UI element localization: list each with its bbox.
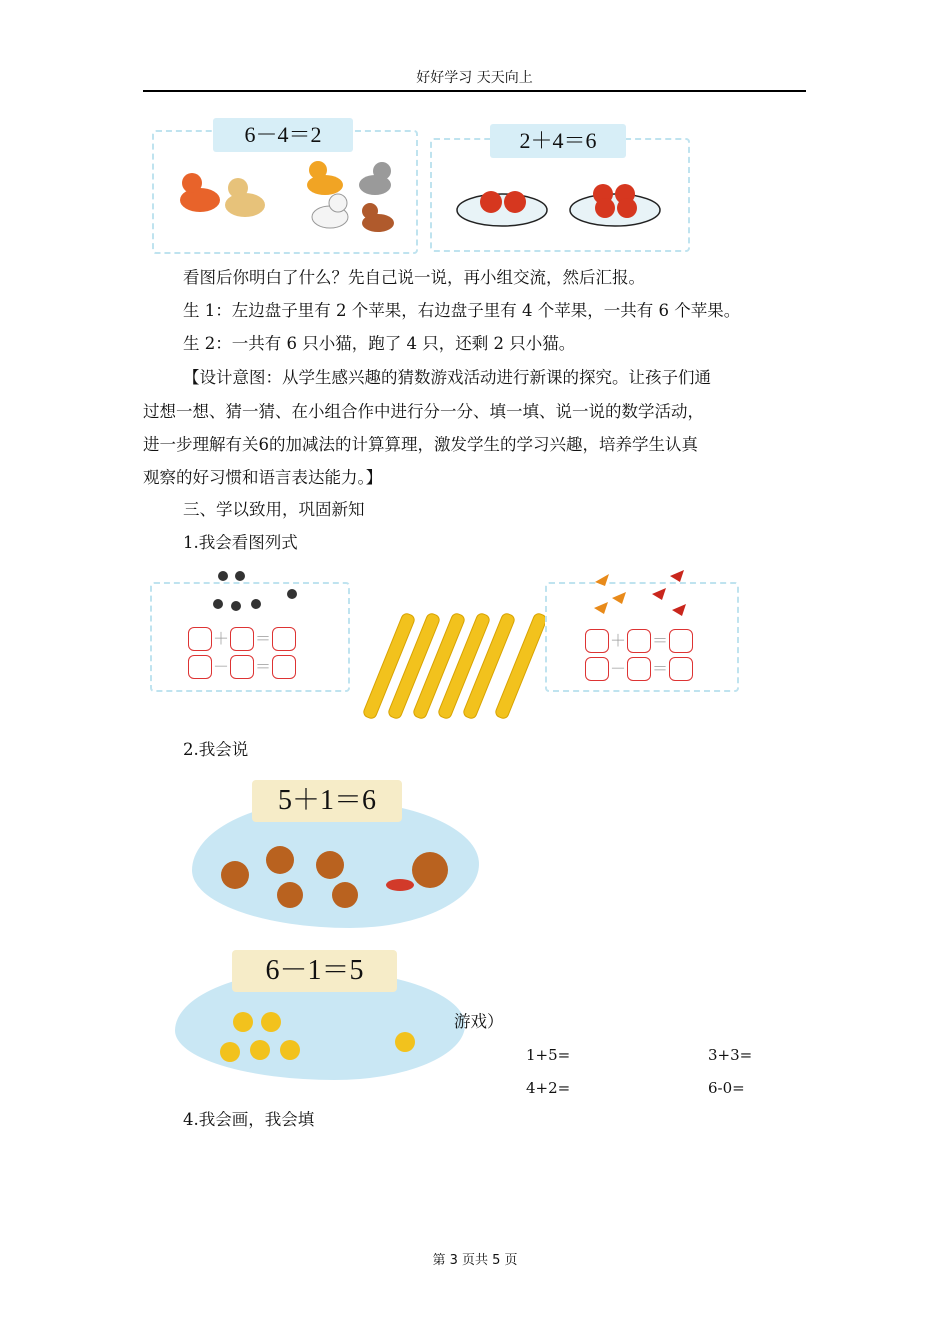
answer-box[interactable] xyxy=(669,629,693,653)
ant-icon xyxy=(218,571,228,581)
page-header: 好好学习 天天向上 xyxy=(143,68,806,92)
section-heading: 三、学以致用，巩固新知 xyxy=(183,500,365,519)
bird-icon xyxy=(612,592,626,604)
ducklings-illustration xyxy=(215,1010,425,1080)
apples-equation: 2＋4＝6 xyxy=(490,124,626,158)
bird-icon xyxy=(594,602,608,614)
bird-icon xyxy=(595,574,609,586)
cat-icon xyxy=(225,178,265,217)
duckling-icon xyxy=(233,1012,253,1032)
apple-icon xyxy=(480,191,502,213)
paragraph-1: 看图后你明白了什么？先自己说一说，再小组交流，然后汇报。 xyxy=(183,268,645,287)
answer-box[interactable] xyxy=(627,629,651,653)
answer-box[interactable] xyxy=(188,655,212,679)
answer-box[interactable] xyxy=(272,627,296,651)
design-intent-line-4: 观察的好习惯和语言表达能力。】 xyxy=(143,468,383,487)
cat-icon xyxy=(312,194,348,228)
ant-icon xyxy=(287,589,297,599)
equation-rows-left: ＋ ＝ － ＝ xyxy=(188,624,296,680)
cat-icon xyxy=(180,173,220,212)
squirrel-icon xyxy=(332,882,358,908)
equation-rows-right: ＋ ＝ － ＝ xyxy=(585,626,693,682)
fruit-tray-icon xyxy=(386,879,414,891)
cat-icon xyxy=(307,161,343,195)
duckling-icon xyxy=(250,1040,270,1060)
answer-box[interactable] xyxy=(669,657,693,681)
apple-icon xyxy=(595,198,615,218)
design-intent-line-3: 进一步理解有关6的加减法的计算算理，激发学生的学习兴趣，培养学生认真 xyxy=(143,435,698,454)
birds-illustration xyxy=(590,568,700,624)
design-intent-line-1: 【设计意图：从学生感兴趣的猜数游戏活动进行新课的探究。让孩子们通 xyxy=(183,368,711,387)
page-footer: 第 3 页共 5 页 xyxy=(432,1253,518,1268)
item-3-tail: 游戏） xyxy=(454,1012,504,1031)
apple-plates xyxy=(455,170,670,235)
plate-icon xyxy=(457,194,547,226)
cats-illustration xyxy=(170,155,405,240)
duckling-icon xyxy=(261,1012,281,1032)
ant-icon xyxy=(213,599,223,609)
design-intent-line-2: 过想一想、猜一猜、在小组合作中进行分一分、填一填、说一说的数学活动， xyxy=(143,402,704,421)
squirrel-icon xyxy=(412,852,448,888)
ducklings-equation: 6－1＝5 xyxy=(232,950,397,992)
duckling-icon xyxy=(280,1040,300,1060)
item-2-heading: 2.我会说 xyxy=(183,740,249,759)
answer-box[interactable] xyxy=(230,655,254,679)
answer-box[interactable] xyxy=(272,655,296,679)
squirrel-icon xyxy=(277,882,303,908)
problem-1: 1+5= xyxy=(526,1046,571,1064)
squirrel-icon xyxy=(221,861,249,889)
ant-icon xyxy=(251,599,261,609)
item-4-heading: 4.我会画，我会填 xyxy=(183,1110,315,1129)
answer-box[interactable] xyxy=(585,629,609,653)
apple-icon xyxy=(617,198,637,218)
item-1-heading: 1.我会看图列式 xyxy=(183,533,298,552)
squirrel-icon xyxy=(316,851,344,879)
squirrel-icon xyxy=(266,846,294,874)
answer-box[interactable] xyxy=(585,657,609,681)
cat-icon xyxy=(362,203,394,232)
paragraph-3: 生 2：一共有 6 只小猫，跑了 4 只，还剩 2 只小猫。 xyxy=(183,334,576,353)
squirrels-illustration xyxy=(205,830,465,915)
problem-3: 4+2= xyxy=(526,1079,571,1097)
ants-illustration xyxy=(208,566,308,616)
apple-icon xyxy=(504,191,526,213)
cat-icon xyxy=(359,162,391,195)
duckling-icon xyxy=(395,1032,415,1052)
answer-box[interactable] xyxy=(627,657,651,681)
cats-equation: 6－4＝2 xyxy=(213,118,353,152)
bird-icon xyxy=(672,604,686,616)
bird-icon xyxy=(670,570,684,582)
paragraph-2: 生 1：左边盘子里有 2 个苹果，右边盘子里有 4 个苹果，一共有 6 个苹果。 xyxy=(183,301,741,320)
answer-box[interactable] xyxy=(188,627,212,651)
answer-box[interactable] xyxy=(230,627,254,651)
squirrels-equation: 5＋1＝6 xyxy=(252,780,402,822)
problem-4: 6-0= xyxy=(708,1079,745,1097)
ant-icon xyxy=(235,571,245,581)
bird-icon xyxy=(652,588,666,600)
plate-icon xyxy=(570,194,660,226)
duckling-icon xyxy=(220,1042,240,1062)
ant-icon xyxy=(231,601,241,611)
problem-2: 3+3= xyxy=(708,1046,753,1064)
